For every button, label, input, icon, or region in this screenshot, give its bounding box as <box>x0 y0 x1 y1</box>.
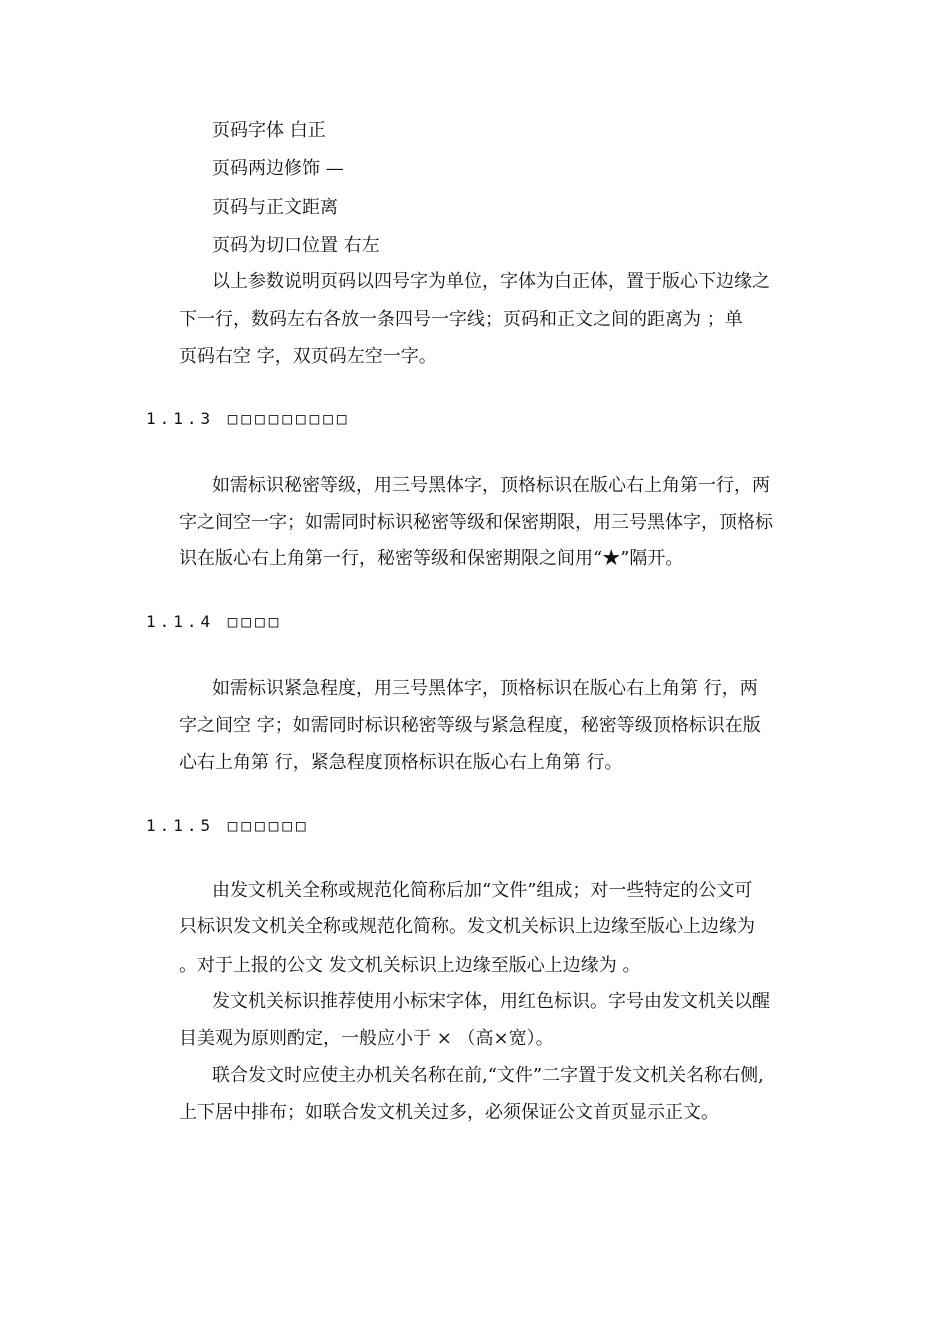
section-heading: 1.1.5 □□□□□□ <box>146 816 310 835</box>
paragraph-line: 下一行，数码左右各放一条四号一字线；页码和正文之间的距离为 ；单 <box>179 309 743 330</box>
paragraph-line: 如需标识秘密等级，用三号黑体字，顶格标识在版心右上角第一行，两 <box>212 475 770 496</box>
section-heading: 1.1.3 □□□□□□□□□ <box>146 409 351 428</box>
paragraph-line: 上下居中排布；如联合发文机关过多，必须保证公文首页显示正文。 <box>179 1102 719 1123</box>
paragraph-line: 由发文机关全称或规范化简称后加“文件”组成；对一些特定的公文可 <box>212 880 753 901</box>
paragraph-line: 。对于上报的公文 发文机关标识上边缘至版心上边缘为 。 <box>179 955 641 976</box>
paragraph-line: 心右上角第 行，紧急程度顶格标识在版心右上角第 行。 <box>179 752 623 773</box>
paragraph-line: 只标识发文机关全称或规范化简称。发文机关标识上边缘至版心上边缘为 <box>179 916 755 937</box>
paragraph-line: 识在版心右上角第一行，秘密等级和保密期限之间用“★”隔开。 <box>179 548 684 569</box>
param-line: 页码字体 白正 <box>212 120 326 141</box>
paragraph-line: 页码右空 字，双页码左空一字。 <box>179 346 437 367</box>
paragraph-line: 字之间空 字；如需同时标识秘密等级与紧急程度，秘密等级顶格标识在版 <box>179 715 761 736</box>
paragraph-line: 字之间空一字；如需同时标识秘密等级和保密期限，用三号黑体字，顶格标 <box>179 512 773 533</box>
param-line: 页码为切口位置 右左 <box>212 235 380 256</box>
paragraph-line: 发文机关标识推荐使用小标宋字体，用红色标识。字号由发文机关以醒 <box>212 991 770 1012</box>
paragraph-line: 目美观为原则酌定，一般应小于 × （高×宽）。 <box>179 1028 554 1049</box>
paragraph-line <box>212 270 806 294</box>
param-line: 页码两边修饰 — <box>212 158 344 179</box>
paragraph-line: 如需标识紧急程度，用三号黑体字，顶格标识在版心右上角第 行，两 <box>212 678 758 699</box>
paragraph-line: 联合发文时应使主办机关名称在前,“文件”二字置于发文机关名称右侧, <box>212 1065 764 1086</box>
param-line: 页码与正文距离 <box>212 197 338 218</box>
section-heading: 1.1.4 □□□□ <box>146 612 283 631</box>
paragraph-text: 以上参数说明页码以四号字为单位，字体为白正体，置于版心下边缘之 <box>212 271 770 292</box>
